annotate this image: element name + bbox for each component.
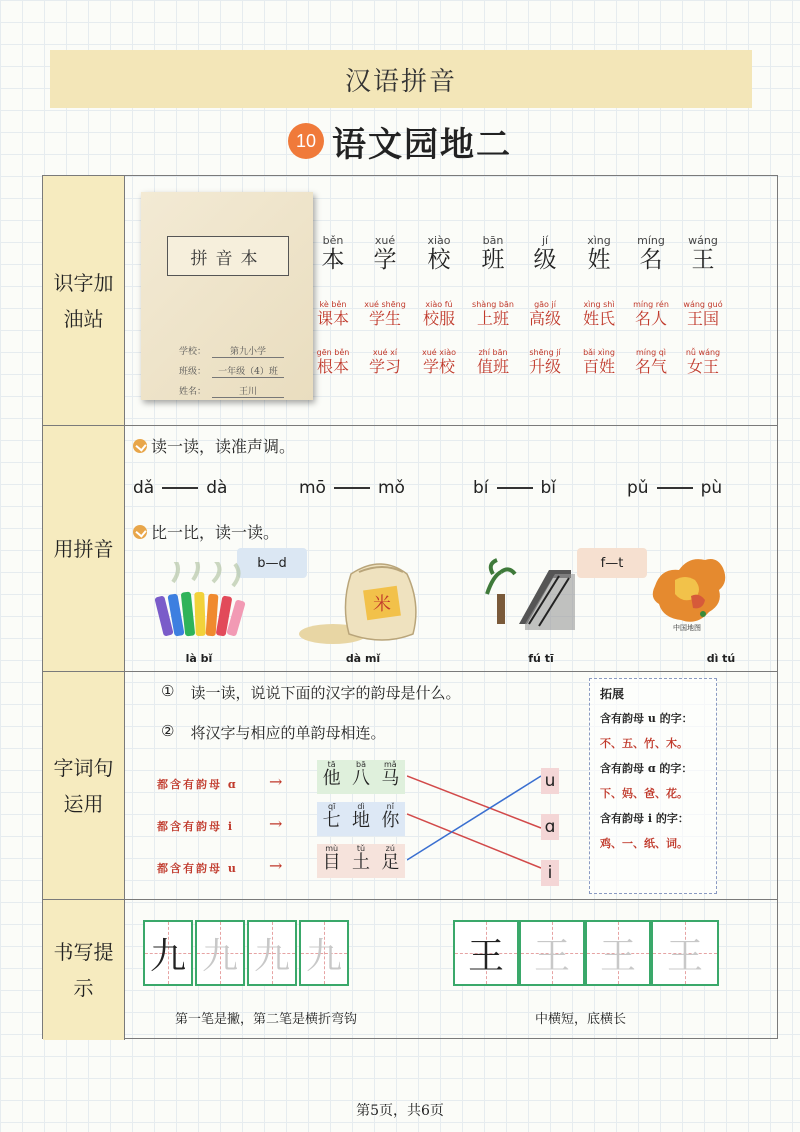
tone-pair: dǎ dà [133, 478, 228, 498]
instruction-2: ② 将汉字与相应的单韵母相连。 [161, 722, 386, 742]
notebook-field-class: 班级： 一年级（4）班 [179, 364, 284, 378]
writing-grid-cell: 九 [247, 920, 297, 986]
escalator-icon [479, 554, 579, 632]
china-map-icon [645, 550, 729, 632]
literacy-word: míng qì 名气 [634, 348, 667, 376]
literacy-word: xué xiào 学校 [421, 348, 457, 376]
literacy-word: shēng jí 升级 [528, 348, 561, 376]
vowel-box: u [541, 768, 559, 794]
writing-grid-cell: 王 [585, 920, 651, 986]
tone-pair: mō mǒ [299, 478, 405, 498]
literacy-word: wáng guó 王国 [683, 300, 723, 328]
notebook-field-school: 学校： 第九小学 [179, 344, 284, 358]
section-label: 字词句运用 [43, 672, 125, 899]
pencil-icon [133, 439, 147, 453]
notebook-image [141, 192, 313, 400]
literacy-word: míng rén 名人 [633, 300, 669, 328]
chalk-icon [153, 562, 247, 642]
char-group-i: qī 七 dì 地 nǐ 你 [317, 802, 405, 836]
sack-label: 米 [373, 594, 391, 615]
char-group-a: tā 他 bā 八 mǎ 马 [317, 760, 405, 794]
literacy-char: jí 级 [533, 234, 557, 273]
literacy-char: xiào 校 [427, 234, 451, 273]
tag-b-d: b—d [237, 548, 307, 578]
arrow-right-icon: → [269, 856, 283, 875]
page-footer: 第5页，共6页 [356, 1103, 444, 1119]
char-group-u: mù 目 tǔ 土 zú 足 [317, 844, 405, 878]
writing-hint: 第一笔是撇，第二笔是横折弯钩 [175, 1012, 358, 1027]
literacy-word: nǚ wáng 女王 [685, 348, 721, 376]
literacy-char: bān 班 [481, 234, 505, 273]
expand-key: 含有韵母 u 的字： [600, 712, 693, 725]
section-pinyin-use [43, 426, 777, 672]
lesson-header [0, 116, 800, 166]
rule-label: 都含有韵母 u [157, 862, 238, 875]
expand-value: 下、妈、爸、花。 [600, 787, 688, 800]
literacy-word: xué xí 学习 [368, 348, 401, 376]
connector-lines [407, 752, 543, 882]
instruction-1: ① 读一读，说说下面的汉字的韵母是什么。 [161, 682, 461, 702]
writing-grid-cell: 王 [453, 920, 519, 986]
expand-key: 含有韵母 i 的字： [600, 812, 689, 825]
rice-sack-icon [299, 554, 429, 646]
section-literacy [43, 176, 777, 426]
expand-title: 拓展 [600, 687, 625, 701]
tag-f-t: f—t [577, 548, 647, 578]
notebook-title: 拼音本 [167, 236, 289, 276]
unit-title: 汉语拼音 [344, 66, 457, 97]
writing-grid-cell: 王 [519, 920, 585, 986]
caption-chalk: là bǐ [185, 652, 213, 665]
notebook-field-name: 姓名： 王川 [179, 384, 284, 398]
section-label: 用拼音 [43, 426, 125, 671]
section-label: 书写提示 [43, 900, 125, 1040]
lesson-title: 语文园地二 [332, 124, 512, 165]
writing-grid-cell: 九 [195, 920, 245, 986]
literacy-char: xìng 姓 [587, 234, 611, 273]
arrow-right-icon: → [269, 772, 283, 791]
literacy-char: xué 学 [373, 234, 397, 273]
pencil-icon [133, 525, 147, 539]
literacy-word: xiào fú 校服 [422, 300, 455, 328]
literacy-char: míng 名 [637, 234, 665, 273]
literacy-word: kè běn 课本 [316, 300, 349, 328]
caption-escalator: fú tī [528, 652, 554, 665]
compare-heading: 比一比，读一读。 [133, 520, 279, 543]
literacy-word: zhí bān 值班 [476, 348, 509, 376]
arrow-right-icon: → [269, 814, 283, 833]
vowel-box: ɑ [541, 814, 559, 840]
literacy-word: gēn běn 根本 [316, 348, 350, 376]
literacy-char: běn 本 [321, 234, 345, 273]
literacy-word: gāo jí 高级 [528, 300, 561, 328]
tone-pair: bí bǐ [473, 478, 557, 498]
read-tones-heading: 读一读，读准声调。 [133, 434, 295, 457]
literacy-word: xìng shì 姓氏 [582, 300, 615, 328]
writing-grid-cell: 王 [651, 920, 719, 986]
expand-value: 鸡、一、纸、词。 [600, 837, 688, 850]
literacy-char: wáng 王 [688, 234, 718, 273]
literacy-word: shàng bān 上班 [472, 300, 514, 328]
expand-key: 含有韵母 ɑ 的字： [600, 762, 693, 775]
expand-box [589, 678, 717, 894]
writing-grid-cell: 九 [143, 920, 193, 986]
expand-value: 不、五、竹、木。 [600, 737, 688, 750]
rule-label: 都含有韵母 i [157, 820, 235, 833]
literacy-word: bǎi xìng 百姓 [582, 348, 615, 376]
caption-rice: dà mǐ [345, 652, 381, 665]
writing-hint: 中横短，底横长 [535, 1012, 627, 1027]
lesson-number-badge: 10 [288, 123, 324, 159]
writing-grid-cell: 九 [299, 920, 349, 986]
rule-label: 都含有韵母 ɑ [157, 778, 238, 791]
section-label: 识字加油站 [43, 176, 125, 425]
section-word-use [43, 672, 777, 900]
tone-pair: pǔ pù [627, 478, 723, 498]
content-table [42, 175, 778, 1039]
section-writing [43, 900, 777, 1040]
vowel-box: i [541, 860, 559, 886]
unit-banner [50, 50, 752, 108]
map-label: 中国地图 [673, 624, 701, 632]
caption-map: dì tú [706, 652, 736, 665]
literacy-word: xué shēng 学生 [364, 300, 406, 328]
